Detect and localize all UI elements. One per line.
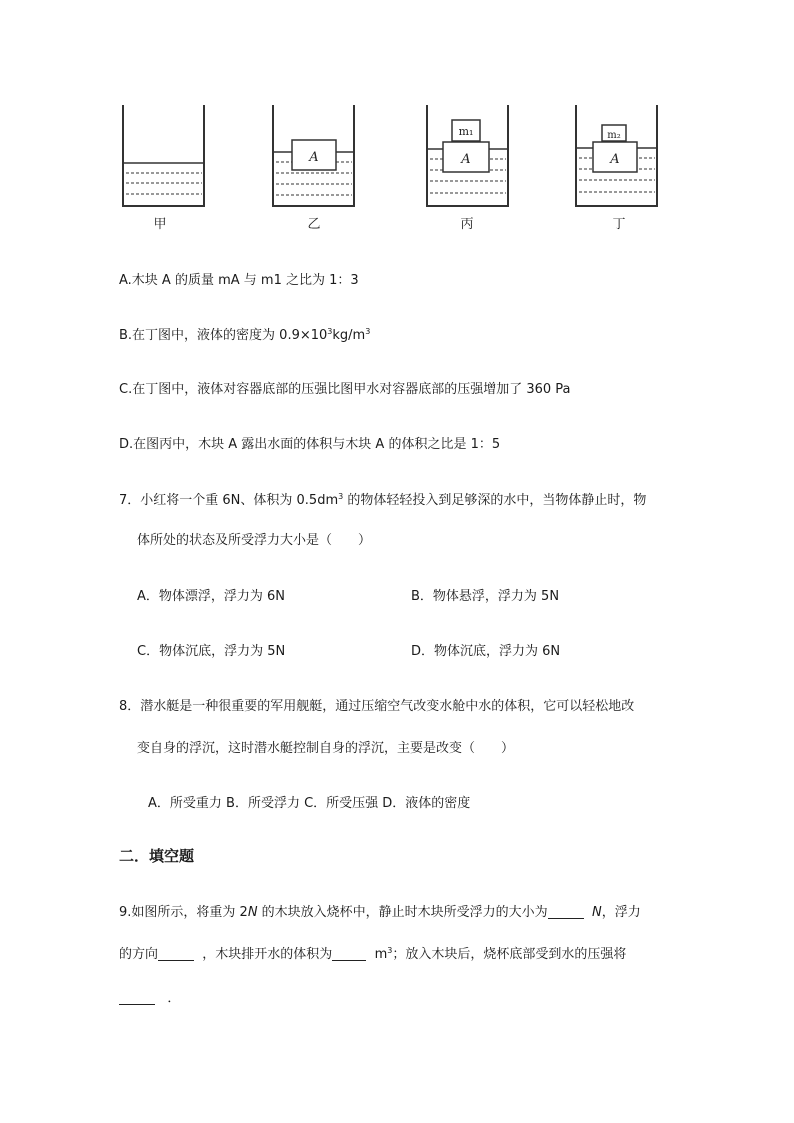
q9-line1 — [119, 901, 641, 920]
option-a-prev: A.木块 A 的质量 mA 与 m1 之比为 1：3 — [119, 273, 359, 288]
weight-label-m1: m₁ — [458, 125, 474, 138]
option-b-unit: kg/m — [332, 328, 366, 343]
block-label-yi: A — [309, 150, 319, 165]
section-title: 二．填空题 — [119, 847, 195, 865]
q9-blank-2[interactable] — [158, 946, 194, 961]
q9-blank-1[interactable] — [548, 904, 584, 919]
q9-text-7: ． — [167, 991, 181, 1006]
q9-unit-m: m — [374, 947, 388, 962]
caption-jia: 甲 — [153, 217, 167, 232]
q7-option-d: D．物体沉底，浮力为 6N — [411, 644, 561, 659]
q9-blank-4[interactable] — [119, 990, 155, 1005]
q9-text-1: 9.如图所示，将重为 2 — [119, 905, 248, 920]
caption-ding: 丁 — [612, 217, 626, 232]
q8-line1: 8．潜水艇是一种很重要的军用舰艇，通过压缩空气改变水舱中水的体积，它可以轻松地改 — [119, 699, 635, 714]
caption-yi: 乙 — [307, 217, 321, 232]
q9-exp: 3 — [387, 946, 393, 955]
container-jia — [123, 105, 204, 206]
q7-option-c: C．物体沉底，浮力为 5N — [137, 644, 286, 659]
q7-option-a: A．物体漂浮，浮力为 6N — [137, 589, 286, 604]
q7-text-b: 的物体轻轻投入到足够深的水中，当物体静止时，物 — [343, 493, 647, 508]
q7-line2: 体所处的状态及所受浮力大小是（ ） — [137, 533, 372, 548]
option-b-exp: 3 — [327, 327, 333, 336]
q9-text-3: ，浮力 — [601, 905, 641, 920]
weight-label-m2: m₂ — [607, 130, 621, 141]
block-label-bing: A — [461, 152, 471, 167]
q7-line1 — [119, 489, 646, 508]
q8-options: A．所受重力 B．所受浮力 C．所受压强 D．液体的密度 — [148, 796, 471, 811]
block-label-ding: A — [610, 152, 620, 167]
containers-diagram — [118, 100, 678, 240]
option-c-prev: C.在丁图中，液体对容器底部的压强比图甲水对容器底部的压强增加了 360 Pa — [119, 382, 571, 397]
option-b-prev — [119, 324, 370, 343]
q7-exp: 3 — [338, 492, 344, 501]
q9-line2 — [119, 943, 626, 962]
q9-text-5: ，木块排开水的体积为 — [202, 947, 333, 962]
containers-figure — [118, 100, 678, 240]
q9-text-2: 的木块放入烧杯中，静止时木块所受浮力的大小为 — [257, 905, 548, 920]
q7-option-b: B．物体悬浮，浮力为 5N — [411, 589, 560, 604]
q8-line2: 变自身的浮沉，这时潜水艇控制自身的浮沉，主要是改变（ ） — [137, 741, 515, 756]
q9-blank-3[interactable] — [332, 946, 366, 961]
q7-text-a: 7．小红将一个重 6N、体积为 0.5dm — [119, 493, 339, 508]
q9-text-6: ；放入木块后，烧杯底部受到水的压强将 — [392, 947, 627, 962]
caption-bing: 丙 — [460, 217, 474, 232]
option-d-prev: D.在图丙中，木块 A 露出水面的体积与木块 A 的体积之比是 1：5 — [119, 437, 501, 452]
option-b-unit-exp: 3 — [365, 327, 371, 336]
option-b-text: B.在丁图中，液体的密度为 0.9×10 — [119, 328, 328, 343]
q9-line3 — [119, 987, 180, 1006]
q9-unit-n: N — [247, 905, 258, 920]
q9-unit-n2: N — [591, 905, 602, 920]
q9-text-4: 的方向 — [119, 947, 159, 962]
